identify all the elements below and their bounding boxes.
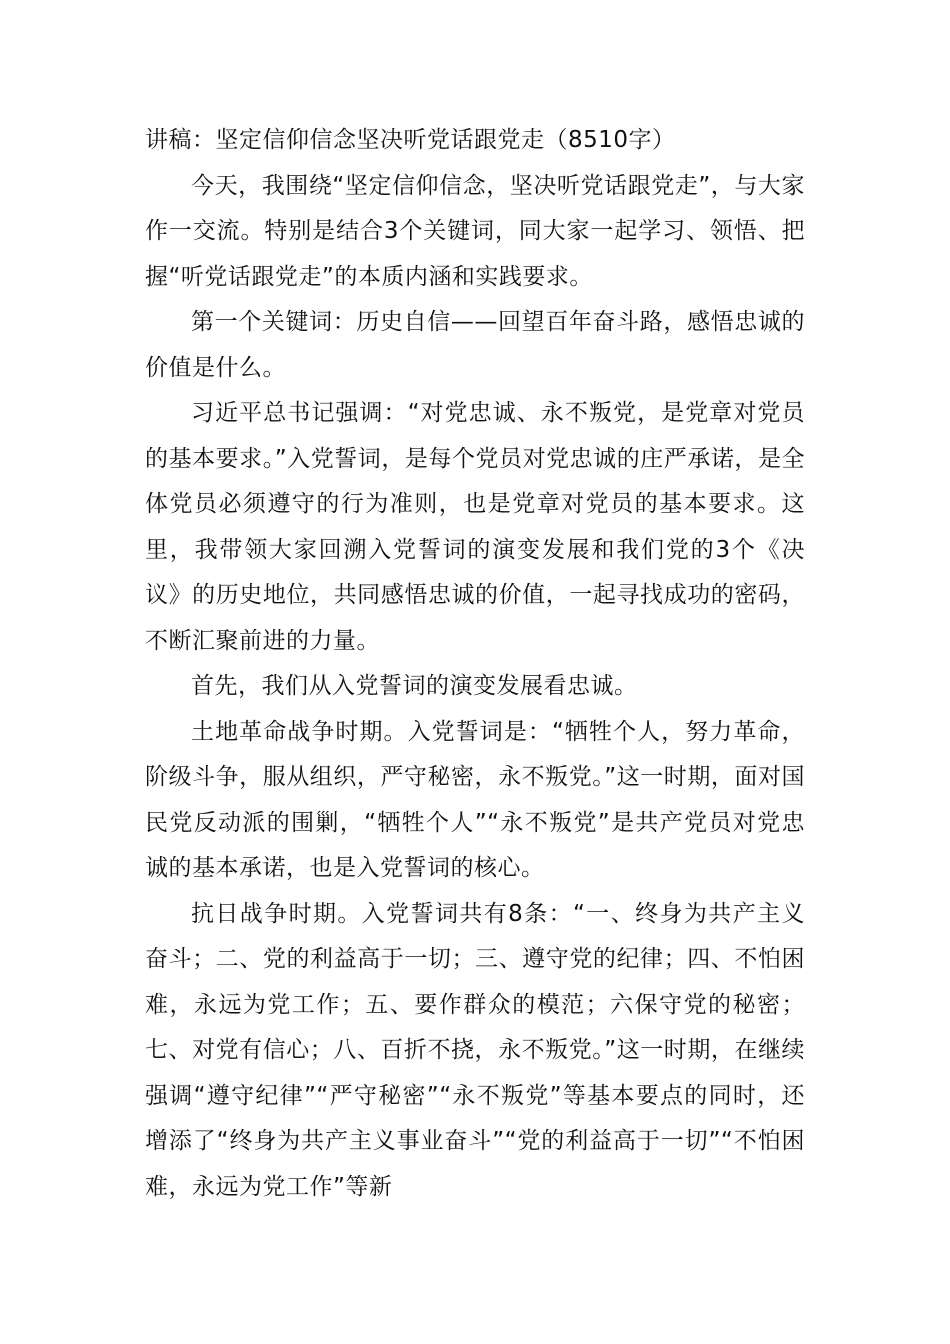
- document-title: 讲稿：坚定信仰信念坚决听党话跟党走（8510字）: [145, 127, 676, 153]
- document-body: [145, 118, 805, 1210]
- paragraph-anti-japanese-war: 抗日战争时期。入党誓词共有8条：“一、终身为共产主义奋斗；二、党的利益高于一切；三、遵守党的纪律；四、不怕困难，永远为党工作；五、要作群众的模范；六保守党的秘密；七、对党有信心；八、百折不挠，永不叛党。”这一时期，在继续强调“遵守纪律”“严守秘密”“永不叛党”等基本要点的同时，还增添了“终身为共产主义事业奋斗”“党的利益高于一切”“不怕困难，永远为党工作”等新: [145, 900, 805, 1200]
- paragraph-keyword-one: 第一个关键词：历史自信——回望百年奋斗路，感悟忠诚的价值是什么。: [145, 309, 805, 381]
- paragraph-intro: 今天，我围绕“坚定信仰信念，坚决听党话跟党走”，与大家作一交流。特别是结合3个关键词，同大家一起学习、领悟、把握“听党话跟党走”的本质内涵和实践要求。: [145, 172, 805, 290]
- paragraph-loyalty-quote: 习近平总书记强调：“对党忠诚、永不叛党，是党章对党员的基本要求。”入党誓词，是每个党员对党忠诚的庄严承诺，是全体党员必须遵守的行为准则，也是党章对党员的基本要求。这里，我带领大家回溯入党誓词的演变发展和我们党的3个《决议》的历史地位，共同感悟忠诚的价值，一起寻找成功的密码，不断汇聚前进的力量。: [145, 400, 805, 654]
- paragraph-land-revolution: 土地革命战争时期。入党誓词是：“牺牲个人，努力革命，阶级斗争，服从组织，严守秘密，永不叛党。”这一时期，面对国民党反动派的围剿，“牺牲个人”“永不叛党”是共产党员对党忠诚的基本承诺，也是入党誓词的核心。: [145, 718, 805, 881]
- paragraph-oath-evolution: 首先，我们从入党誓词的演变发展看忠诚。: [191, 673, 638, 699]
